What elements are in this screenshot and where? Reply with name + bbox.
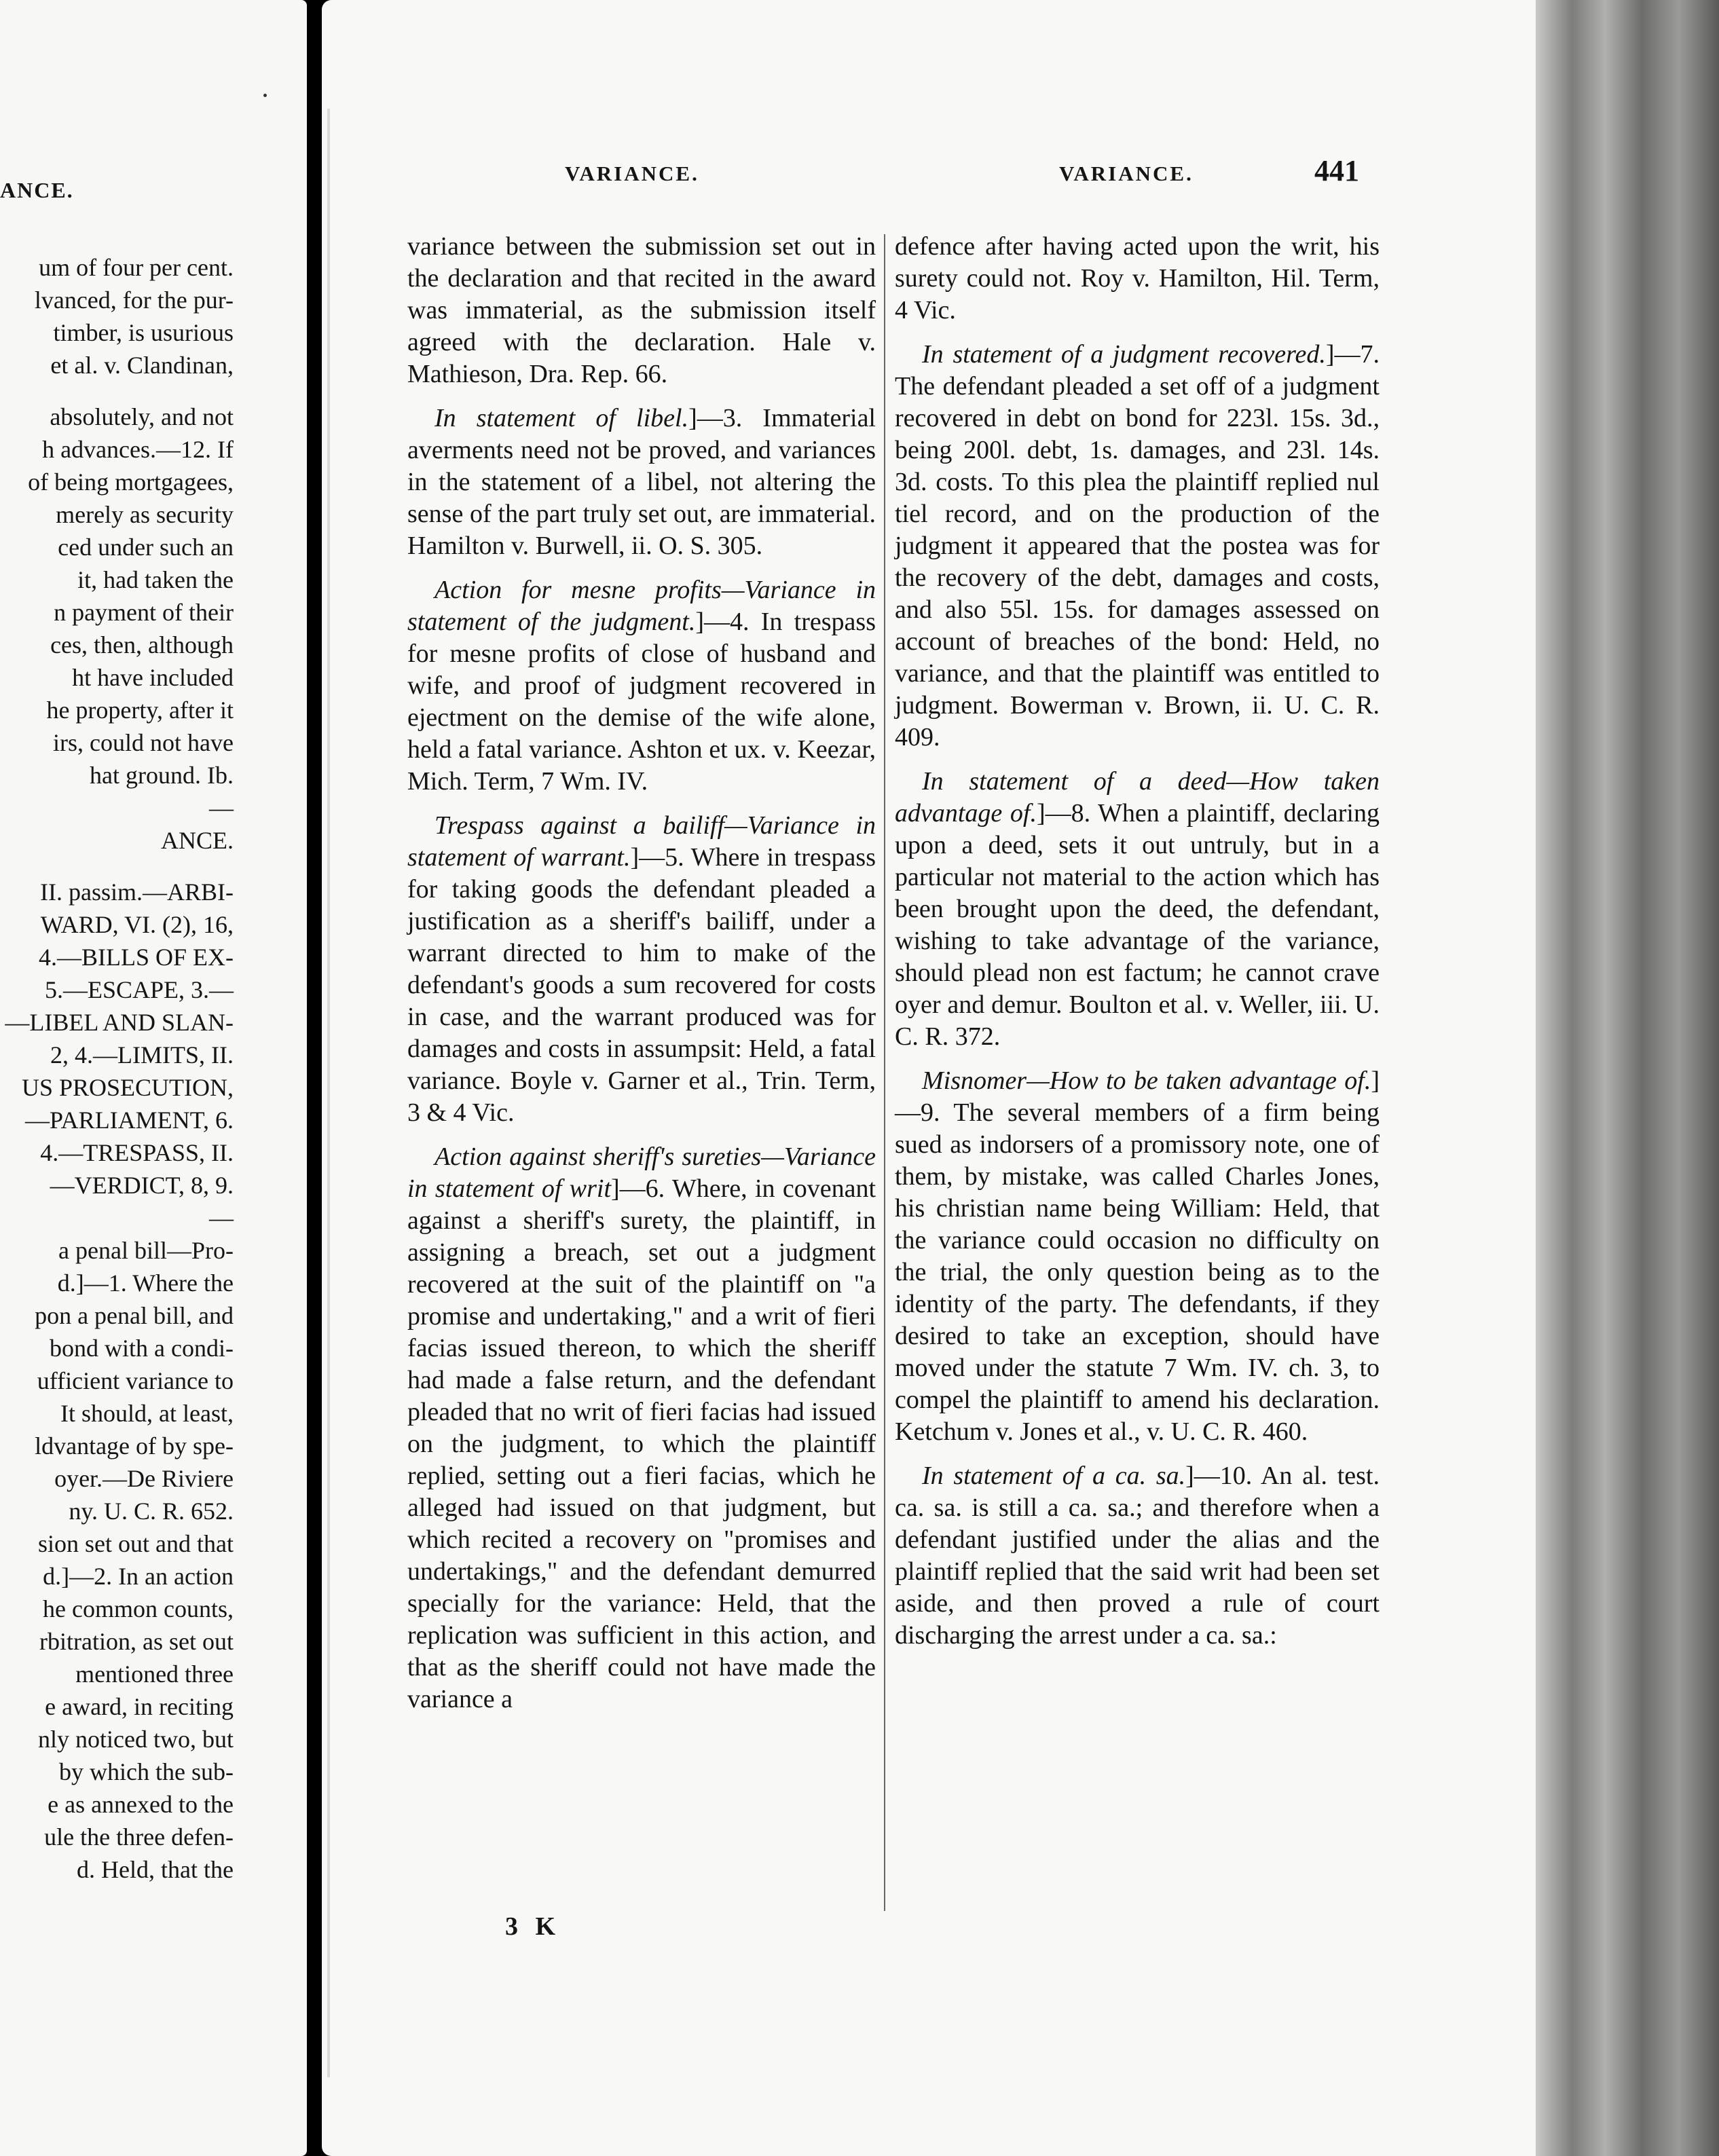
facing-page-line: d.]—1. Where the bbox=[57, 1269, 234, 1297]
paragraph-body: ]—5. Where in trespass for taking goods the defendant pleaded a justification as a sheriff's bailiff, under a warrant directed to him to make of the defendant's goods a sum recovered for costs in case, and the warrant produced was for damages and costs in assumpsit: Held, a fatal variance. Boyle v. Garner et al., Trin. Term, 3 & 4 Vic. bbox=[407, 843, 876, 1127]
facing-page-line: timber, is usurious bbox=[53, 319, 234, 346]
facing-page-line: nly noticed two, but bbox=[38, 1726, 234, 1753]
facing-page-line: hat ground. Ib. bbox=[90, 762, 234, 789]
paragraph-body: defence after having acted upon the writ, his surety could not. Roy v. Hamilton, Hil. Term, 4 Vic. bbox=[895, 232, 1380, 324]
facing-page-line: n payment of their bbox=[54, 599, 234, 626]
facing-page-line: of being mortgagees, bbox=[28, 468, 234, 496]
facing-page-line: ht have included bbox=[72, 664, 234, 691]
running-head-left: VARIANCE. bbox=[565, 162, 699, 185]
facing-page-line: —LIBEL AND SLAN- bbox=[5, 1009, 234, 1036]
page-mark-dot bbox=[263, 94, 267, 97]
paragraph-body: ]—9. The several members of a firm being sued as indorsers of a promissory note, one of them, by mistake, was called Charles Jones, his christian name being William: Held, that the variance could occasion no difficulty on the trial, the only question being as to the identity of the party. The defendants, if they desired to take an exception, should have moved under the statute 7 Wm. IV. ch. 3, to compel the plaintiff to amend his declaration. Ketchum v. Jones et al., v. U. C. R. 460. bbox=[895, 1066, 1380, 1446]
facing-page-line: d.]—2. In an action bbox=[43, 1563, 234, 1590]
paragraph-body: ]—6. Where, in covenant against a sheriff's surety, the plaintiff, in assigning a breach, set out a judgment recovered at the suit of the plaintiff on "a promise and undertaking," and a writ of fieri facias issued thereon, to which the sheriff had made a false return, and the defendant pleaded that no writ of fieri facias had issued on the judgment, to which the plaintiff replied, setting out a fieri facias, which he alleged had issued on that judgment, but which recited a recovery on "promises and undertakings," and the defendant demurred specially for the variance: Held, that the replication was sufficient in this action, and that as the sheriff could not have made the variance a bbox=[407, 1174, 876, 1713]
facing-page-line: irs, could not have bbox=[53, 729, 234, 756]
facing-page-line: e award, in reciting bbox=[45, 1693, 234, 1720]
facing-page-line: ldvantage of by spe- bbox=[35, 1432, 234, 1460]
facing-page-line: lvanced, for the pur- bbox=[34, 286, 234, 314]
text-column-right bbox=[895, 231, 1380, 1664]
paragraph-body: variance between the submission set out in the declaration and that recited in the award was immaterial, as the submission itself agreed with the declaration. Hale v. Mathieson, Dra. Rep. 66. bbox=[407, 232, 876, 388]
paragraph-body: ]—3. Immaterial averments need not be proved, and variances in the statement of a libel, not altering the sense of the part truly set out, are immaterial. Hamilton v. Burwell, ii. O. S. 305. bbox=[407, 404, 876, 560]
book-page-edge bbox=[1536, 0, 1719, 2156]
facing-page-line: et al. v. Clandinan, bbox=[50, 352, 234, 379]
facing-page-line: ced under such an bbox=[58, 534, 234, 561]
paragraph bbox=[895, 1460, 1380, 1652]
paragraph bbox=[407, 231, 876, 390]
paragraph-heading: In statement of a ca. sa. bbox=[922, 1462, 1186, 1490]
facing-page-line: sion set out and that bbox=[38, 1530, 234, 1557]
facing-page-line: ny. U. C. R. 652. bbox=[69, 1498, 234, 1525]
facing-page-line: e as annexed to the bbox=[48, 1791, 234, 1818]
facing-page-line: oyer.—De Riviere bbox=[54, 1465, 234, 1492]
facing-page-line: ule the three defen- bbox=[44, 1823, 234, 1851]
paragraph bbox=[407, 1141, 876, 1715]
facing-page-line: II. passim.—ARBI- bbox=[40, 878, 234, 906]
paragraph-heading: Trespass against a bailiff—Variance in statement of warrant. bbox=[407, 811, 876, 872]
facing-page-line: by which the sub- bbox=[59, 1758, 234, 1785]
paragraph bbox=[895, 1065, 1380, 1448]
facing-page-line: he property, after it bbox=[46, 696, 234, 724]
facing-page-line: 4.—TRESPASS, II. bbox=[40, 1139, 234, 1166]
paragraph-heading: In statement of a deed—How taken advantage of. bbox=[895, 767, 1380, 828]
facing-page-line: mentioned three bbox=[75, 1660, 234, 1688]
facing-page-line: ANCE. bbox=[161, 827, 234, 854]
facing-page-line: rbitration, as set out bbox=[39, 1628, 234, 1655]
facing-page-line: ufficient variance to bbox=[37, 1367, 234, 1394]
paragraph bbox=[895, 231, 1380, 327]
facing-page-line: it, had taken the bbox=[77, 566, 234, 593]
facing-page-line: bond with a condi- bbox=[50, 1335, 234, 1362]
facing-page-line: h advances.—12. If bbox=[42, 436, 234, 463]
facing-page-line: 4.—BILLS OF EX- bbox=[39, 944, 234, 971]
paragraph bbox=[895, 339, 1380, 754]
facing-page-line: —PARLIAMENT, 6. bbox=[24, 1107, 234, 1134]
paragraph-heading: In statement of libel. bbox=[435, 404, 689, 432]
paragraph-body: ]—4. In trespass for mesne profits of close of husband and wife, and proof of judgment recovered in ejectment on the demise of the wife alone, held a fatal variance. Ashton et ux. v. Keezar, Mich. Term, 7 Wm. IV. bbox=[407, 608, 876, 796]
paragraph-heading: In statement of a judgment recovered. bbox=[922, 340, 1326, 369]
paragraph-heading: Misnomer—How to be taken advantage of. bbox=[922, 1066, 1371, 1095]
facing-page-line: — bbox=[209, 1204, 234, 1231]
facing-page-line: a penal bill—Pro- bbox=[58, 1237, 234, 1264]
paragraph bbox=[407, 574, 876, 798]
signature-mark: 3 K bbox=[505, 1912, 561, 1941]
facing-page-lines bbox=[0, 251, 234, 1886]
paragraph-heading: Action for mesne profits—Variance in statement of the judgment. bbox=[407, 576, 876, 636]
paragraph-body: ]—7. The defendant pleaded a set off of a judgment recovered in debt on bond for 223l. 15s. 3d., being 200l. debt, 1s. damages, and 23l. 14s. 3d. costs. To this plea the plaintiff replied nul tiel record, and on the production of the judgment it appeared that the postea was for the recovery of the debt, damages and costs, and also 55l. 15s. for damages assessed on account of breaches of the bond: Held, no variance, and that the plaintiff was entitled to judgment. Bowerman v. Brown, ii. U. C. R. 409. bbox=[895, 340, 1380, 751]
facing-page-line: he common counts, bbox=[43, 1595, 234, 1622]
facing-page-line: absolutely, and not bbox=[50, 403, 234, 430]
running-head-right: VARIANCE. bbox=[1059, 162, 1194, 185]
facing-page-gap bbox=[0, 382, 234, 401]
facing-page-line: um of four per cent. bbox=[39, 254, 234, 281]
facing-page-line: merely as security bbox=[56, 501, 234, 528]
paragraph-body: ]—10. An al. test. ca. sa. is still a ca. sa.; and therefore when a defendant justified under the alias and the plaintiff replied that the said writ had been set aside, and then proved a rule of court discharging the arrest under a ca. sa.: bbox=[895, 1462, 1380, 1650]
facing-page-fragment bbox=[0, 0, 307, 2156]
facing-page-line: It should, at least, bbox=[60, 1400, 234, 1427]
facing-page-line: US PROSECUTION, bbox=[21, 1074, 234, 1101]
facing-page-line: —VERDICT, 8, 9. bbox=[50, 1172, 234, 1199]
paragraph bbox=[407, 403, 876, 562]
paragraph bbox=[895, 766, 1380, 1053]
paragraph-heading: Action against sheriff's sureties—Variance in statement of writ bbox=[407, 1142, 876, 1203]
facing-page-line: d. Held, that the bbox=[77, 1856, 234, 1883]
facing-page-line: pon a penal bill, and bbox=[35, 1302, 234, 1329]
facing-page-heading: ANCE. bbox=[0, 178, 74, 202]
facing-page-gap bbox=[0, 857, 234, 876]
column-divider bbox=[884, 234, 885, 1911]
text-column-left bbox=[407, 231, 876, 1728]
facing-page-line: 5.—ESCAPE, 3.— bbox=[44, 976, 234, 1003]
facing-page-line: ces, then, although bbox=[50, 631, 234, 658]
facing-page-line: WARD, VI. (2), 16, bbox=[40, 911, 234, 938]
facing-page-line: — bbox=[209, 794, 234, 821]
facing-page-line: 2, 4.—LIMITS, II. bbox=[50, 1041, 234, 1068]
paragraph bbox=[407, 810, 876, 1129]
paragraph-body: ]—8. When a plaintiff, declaring upon a deed, sets it out untruly, but in a particular not material to the action which has been brought upon the deed, the defendant, wishing to take advantage of the variance, should plead non est factum; he cannot crave oyer and demur. Boulton et al. v. Weller, iii. U. C. R. 372. bbox=[895, 799, 1380, 1051]
page-number: 441 bbox=[1314, 154, 1359, 187]
